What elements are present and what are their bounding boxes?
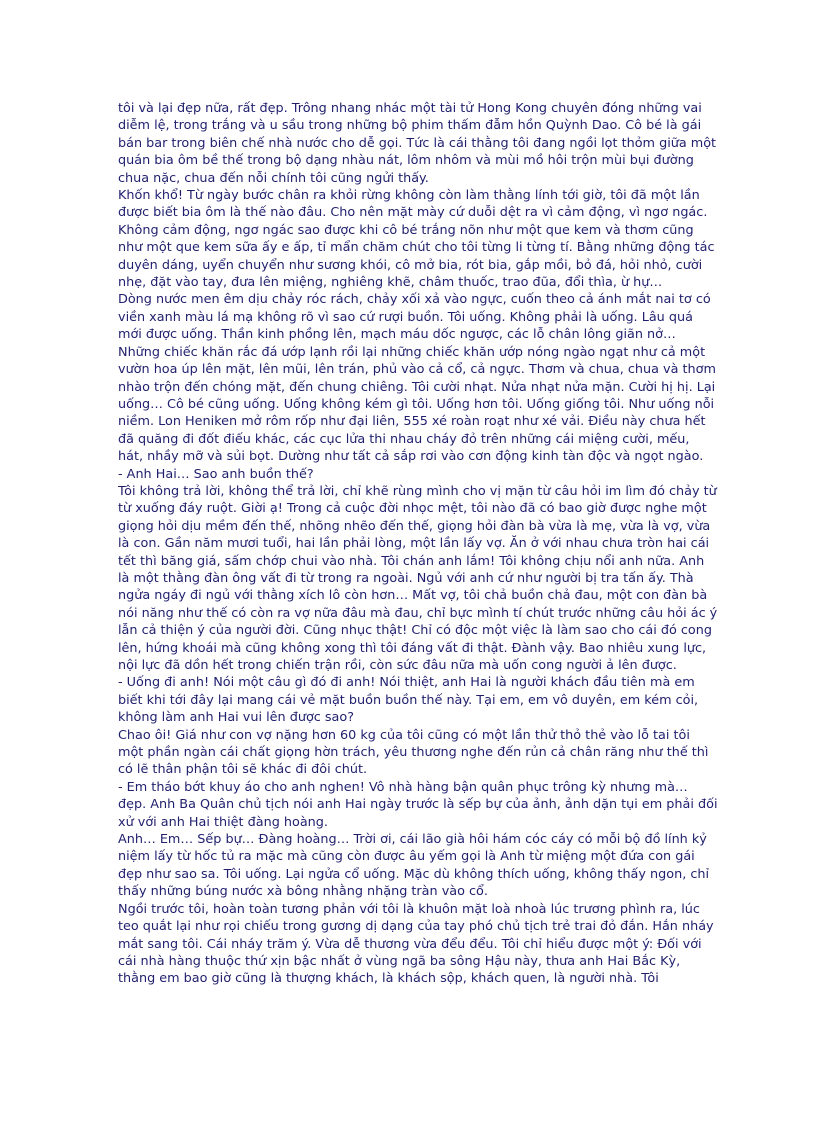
paragraph: Anh… Em… Sếp bự… Đàng hoàng… Trời ơi, cái lão già hôi hám cóc cáy có mỗi bộ đồ lính kỷ niệm lấy từ hốc tủ ra mặc mà cũng còn được âu yếm gọi là Anh từ miệng một đứa con gái đẹp như sao sa. Tôi uống. Lại ngửa cổ uống. Mặc dù không thích uống, không thấy ngon, chỉ thấy những búng nước xà bông nhằng nhặng tràn vào cổ. <box>118 832 710 900</box>
dialogue-line: - Uống đi anh! Nói một câu gì đó đi anh! Nói thiệt, anh Hai là người khách đầu tiên mà em biết khi tới đây lại mang cái vẻ mặt buồn buồn thế này. Tại em, em vô duyên, em kém cỏi, không làm anh Hai vui lên được sao? <box>118 675 699 726</box>
paragraph: Những chiếc khăn rắc đá ướp lạnh rồi lại những chiếc khăn ướp nóng ngào ngạt như cả một vườn hoa úp lên mặt, lên mũi, lên trán, phủ vào cả cổ, cả ngực. Thơm và chua, chua và thơm nhào trộn đến chóng mặt, đến chung chiêng. Tôi cười nhạt. Nửa nhạt nửa mặn. Cười hị hị. Lại uống… Cô bé cũng uống. Uống không kém gì tôi. Uống hơn tôi. Uống giống tôi. Như uống nỗi niềm. Lon Heniken mở rôm rốp như đại liên, 555 xé roàn roạt như xé vải. Điều này chưa hết đã quăng đi đốt điếu khác, các cục lửa thi nhau cháy đỏ trên những cái miệng cười, mếu, hát, nhầy mỡ và sủi bọt. Dường như tất cả sắp rơi vào cơn động kinh tàn độc và ngọt ngào. <box>118 344 716 465</box>
paragraph: Dòng nước men êm dịu chảy róc rách, chảy xối xả vào ngực, cuốn theo cả ánh mắt nai tơ có viền xanh màu lá mạ không rõ vì sao cứ rượi buồn. Tôi uống. Không phải là uống. Lâu quá mới được uống. Thần kinh phồng lên, mạch máu dốc ngược, các lỗ chân lông giãn nở… <box>118 292 711 343</box>
paragraph: Ngồi trước tôi, hoàn toàn tương phản với tôi là khuôn mặt loà nhoà lúc trương phình ra, lúc teo quắt lại như rọi chiếu trong gương dị dạng của tay phó chủ tịch trẻ trai đỏ đắn. Hắn nháy mắt sang tôi. Cái nháy trăm ý. Vừa dễ thương vừa đểu đểu. Tôi chỉ hiểu được một ý: Đối với cái nhà hàng thuộc thứ xịn bậc nhất ở vùng ngã ba sông Hậu này, thưa anh Hai Bắc Kỳ, thằng em bao giờ cũng là thượng khách, là khách sộp, khách quen, là người nhà. Tôi <box>118 901 714 987</box>
paragraph: Tôi không trả lời, không thể trả lời, chỉ khẽ rùng mình cho vị mặn từ câu hỏi im lìm đó chảy từ từ xuống đáy ruột. Giời ạ! Trong cả cuộc đời nhọc mệt, tôi nào đã có bao giờ được nghe một giọng hỏi dịu mềm đến thế, nhõng nhẽo đến thế, giọng hỏi đàn bà vừa là mẹ, vừa là vợ, vừa là con. Gần năm mươi tuổi, hai lần phải lòng, một lần lấy vợ. Ăn ở với nhau chưa tròn hai cái tết thì băng giá, sấm chớp chui vào nhà. Tôi chán anh lắm! Tôi không chịu nổi anh nữa. Anh là một thằng đàn ông vất đi từ trong ra ngoài. Ngủ với anh cứ như người bị tra tấn ấy. Thà ngửa ngáy đi ngủ với thằng xích lô còn hơn… Mất vợ, tôi chả buồn chả đau, một con đàn bà nói năng như thế có còn ra vợ nữa đâu mà đau, chỉ bực mình tí chút trước những câu hỏi ác ý lẫn cả thiện ý của người đời. Cũng nhục thật! Chỉ có độc một việc là làm sao cho cái đó cong lên, hứng khoái mà cũng không xong thì tôi đáng vất đi thật. Đành vậy. Bao nhiêu xung lực, nội lực đã dồn hết trong chiến trận rồi, còn sức đâu nữa mà uốn cong người ả lên được. <box>118 483 718 673</box>
document-page <box>118 100 718 988</box>
dialogue-line: - Em tháo bớt khuy áo cho anh nghen! Vô nhà hàng bận quân phục trông kỳ nhưng mà… đẹp. Anh Ba Quân chủ tịch nói anh Hai ngày trước là sếp bự của ảnh, ảnh dặn tụi em phải đối xử với anh Hai thiệt đàng hoàng. <box>118 779 718 830</box>
paragraph: Khốn khổ! Từ ngày bước chân ra khỏi rừng không còn làm thằng lính tới giờ, tôi đã một lần được biết bia ôm là thế nào đâu. Cho nên mặt mày cứ duỗi dệt ra vì cảm động, vì ngơ ngác. Không cảm động, ngơ ngác sao được khi cô bé trắng nõn như một que kem và thơm cũng như một que kem sữa ấy e ấp, tỉ mẩn chăm chút cho tôi từng li từng tí. Bằng những động tác duyên dáng, uyển chuyển như sương khói, cô mở bia, rót bia, gắp mồi, bỏ đá, hỏi nhỏ, cười nhẹ, đặt vào tay, đưa lên miệng, nghiêng khẽ, châm thuốc, trao đũa, đổi thìa, ừ hự… <box>118 188 715 291</box>
dialogue-line: - Anh Hai… Sao anh buồn thế? <box>118 466 314 482</box>
paragraph: Chao ôi! Giá như con vợ nặng hơn 60 kg của tôi cũng có một lần thử thỏ thẻ vào lỗ tai tôi một phần ngàn cái chất giọng hờn trách, yêu thương nghe đến rủn cả chân răng như thế thì có lẽ thân phận tôi sẽ khác đi đôi chút. <box>118 727 709 778</box>
paragraph: tôi và lại đẹp nữa, rất đẹp. Trông nhang nhác một tài tử Hong Kong chuyên đóng những vai diễm lệ, trong trắng và u sầu trong những bộ phim thấm đẫm hồn Quỳnh Dao. Cô bé là gái bán bar trong biên chế nhà nước cho dễ gọi. Tức là cái thằng tôi đang ngồi lọt thỏm giữa một quán bia ôm bề thế trong bộ dạng nhàu nát, lôm nhôm và mùi mồ hôi trộn mùi bụi đường chua nặc, chua đến nỗi chính tôi cũng ngửi thấy. <box>118 101 717 186</box>
